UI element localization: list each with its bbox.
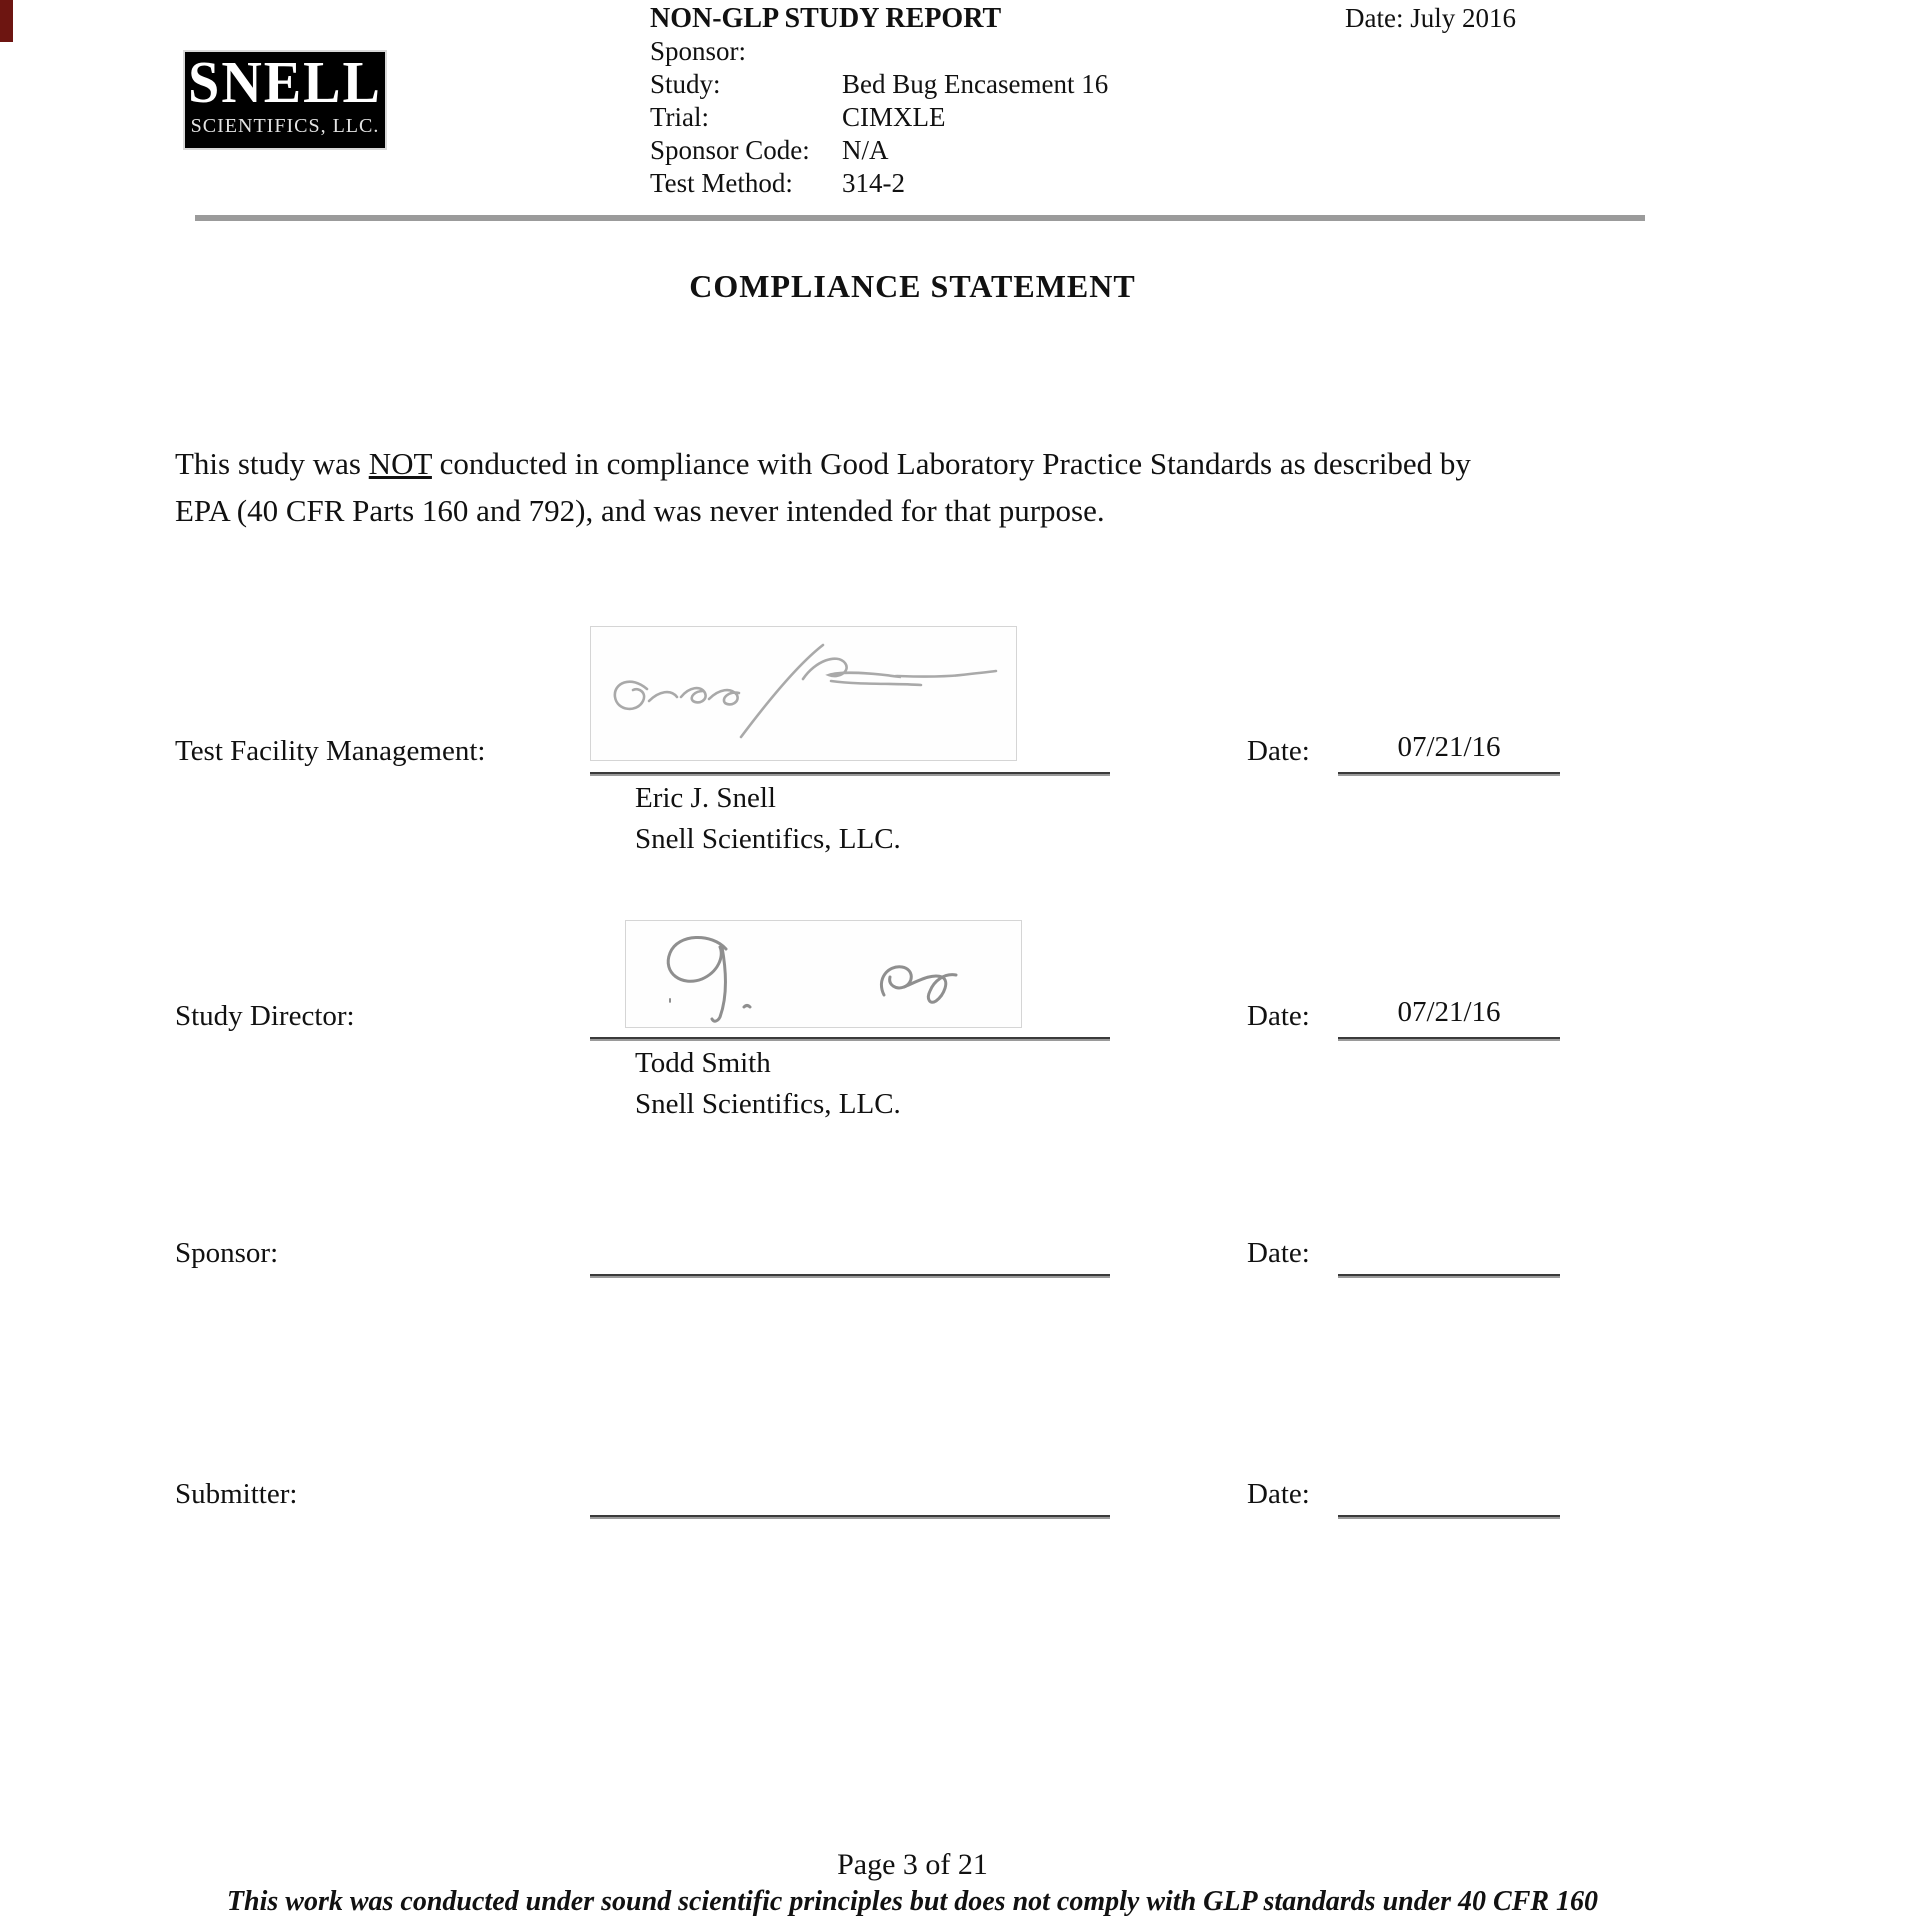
signature-line-submitter [590,1515,1110,1519]
header-field-trial [650,101,1108,134]
signee-block-eric-snell [635,778,901,860]
field-label: Test Method: [650,168,793,198]
field-value: 314-2 [842,168,905,198]
signee-company: Snell Scientifics, LLC. [635,823,901,855]
date-line-study-director [1338,1037,1560,1041]
date-label-study-director: Date: [1247,1000,1310,1032]
statement-not-word: NOT [368,446,432,481]
signature-line-sponsor [590,1274,1110,1278]
signature-row-sponsor [0,1237,1920,1317]
signee-company: Snell Scientifics, LLC. [635,1088,901,1120]
footer-glp-note: This work was conducted under sound scientific principles but does not comply with GLP standards under 40 CFR 160 [226,1886,1599,1917]
compliance-paragraph [175,440,1695,534]
scan-artifact [0,0,13,42]
header-field-sponsor-code [650,134,1108,167]
field-value: Bed Bug Encasement 16 [842,69,1109,99]
date-value-test-facility: 07/21/16 [1397,731,1501,763]
page-title: COMPLIANCE STATEMENT [689,268,1136,304]
signature-row-submitter [0,1478,1920,1558]
date-line-test-facility [1338,772,1560,776]
field-label: Trial: [650,102,710,132]
paragraph-line-2: EPA (40 CFR Parts 160 and 792), and was never intended for that purpose. [175,493,1105,528]
field-label: Sponsor: [650,36,747,66]
signee-name: Eric J. Snell [635,782,776,814]
field-label: Sponsor Code: [650,135,810,165]
paragraph-line-1 [175,440,1695,487]
field-label: Study: [650,69,721,99]
date-line-submitter [1338,1515,1560,1519]
signature-row-study-director [0,996,1920,1080]
date-label-sponsor: Date: [1247,1237,1310,1269]
statement-text: This study was [175,446,369,481]
header-field-test-method [650,167,1108,200]
signature-label-submitter: Submitter: [175,1478,298,1510]
snell-scientifics-logo [185,52,385,148]
field-value: CIMXLE [842,102,946,132]
logo-scientifics-text: SCIENTIFICS, LLC. [190,115,380,137]
signature-line-study-director [590,1037,1110,1041]
date-line-sponsor [1338,1274,1560,1278]
header-field-sponsor [650,35,1108,68]
report-header-block [650,2,1108,200]
signature-line-test-facility [590,772,1110,776]
signature-label-test-facility: Test Facility Management: [175,735,486,767]
date-label-submitter: Date: [1247,1478,1310,1510]
signee-name: Todd Smith [635,1047,771,1079]
signature-row-test-facility [0,731,1920,815]
date-value-study-director: 07/21/16 [1397,996,1501,1028]
signature-label-study-director: Study Director: [175,1000,355,1032]
report-type-title: NON-GLP STUDY REPORT [650,3,1002,34]
header-field-study [650,68,1108,101]
logo-snell-text: SNELL [188,50,382,116]
statement-text: conducted in compliance with Good Laboratory Practice Standards as described by [431,446,1471,481]
footer-page-number: Page 3 of 21 [837,1848,988,1881]
signature-label-sponsor: Sponsor: [175,1237,279,1269]
signee-block-todd-smith [635,1043,901,1125]
header-date: Date: July 2016 [1345,3,1516,33]
field-value: N/A [842,135,889,165]
header-divider-rule [195,215,1645,221]
date-label-test-facility: Date: [1247,735,1310,767]
